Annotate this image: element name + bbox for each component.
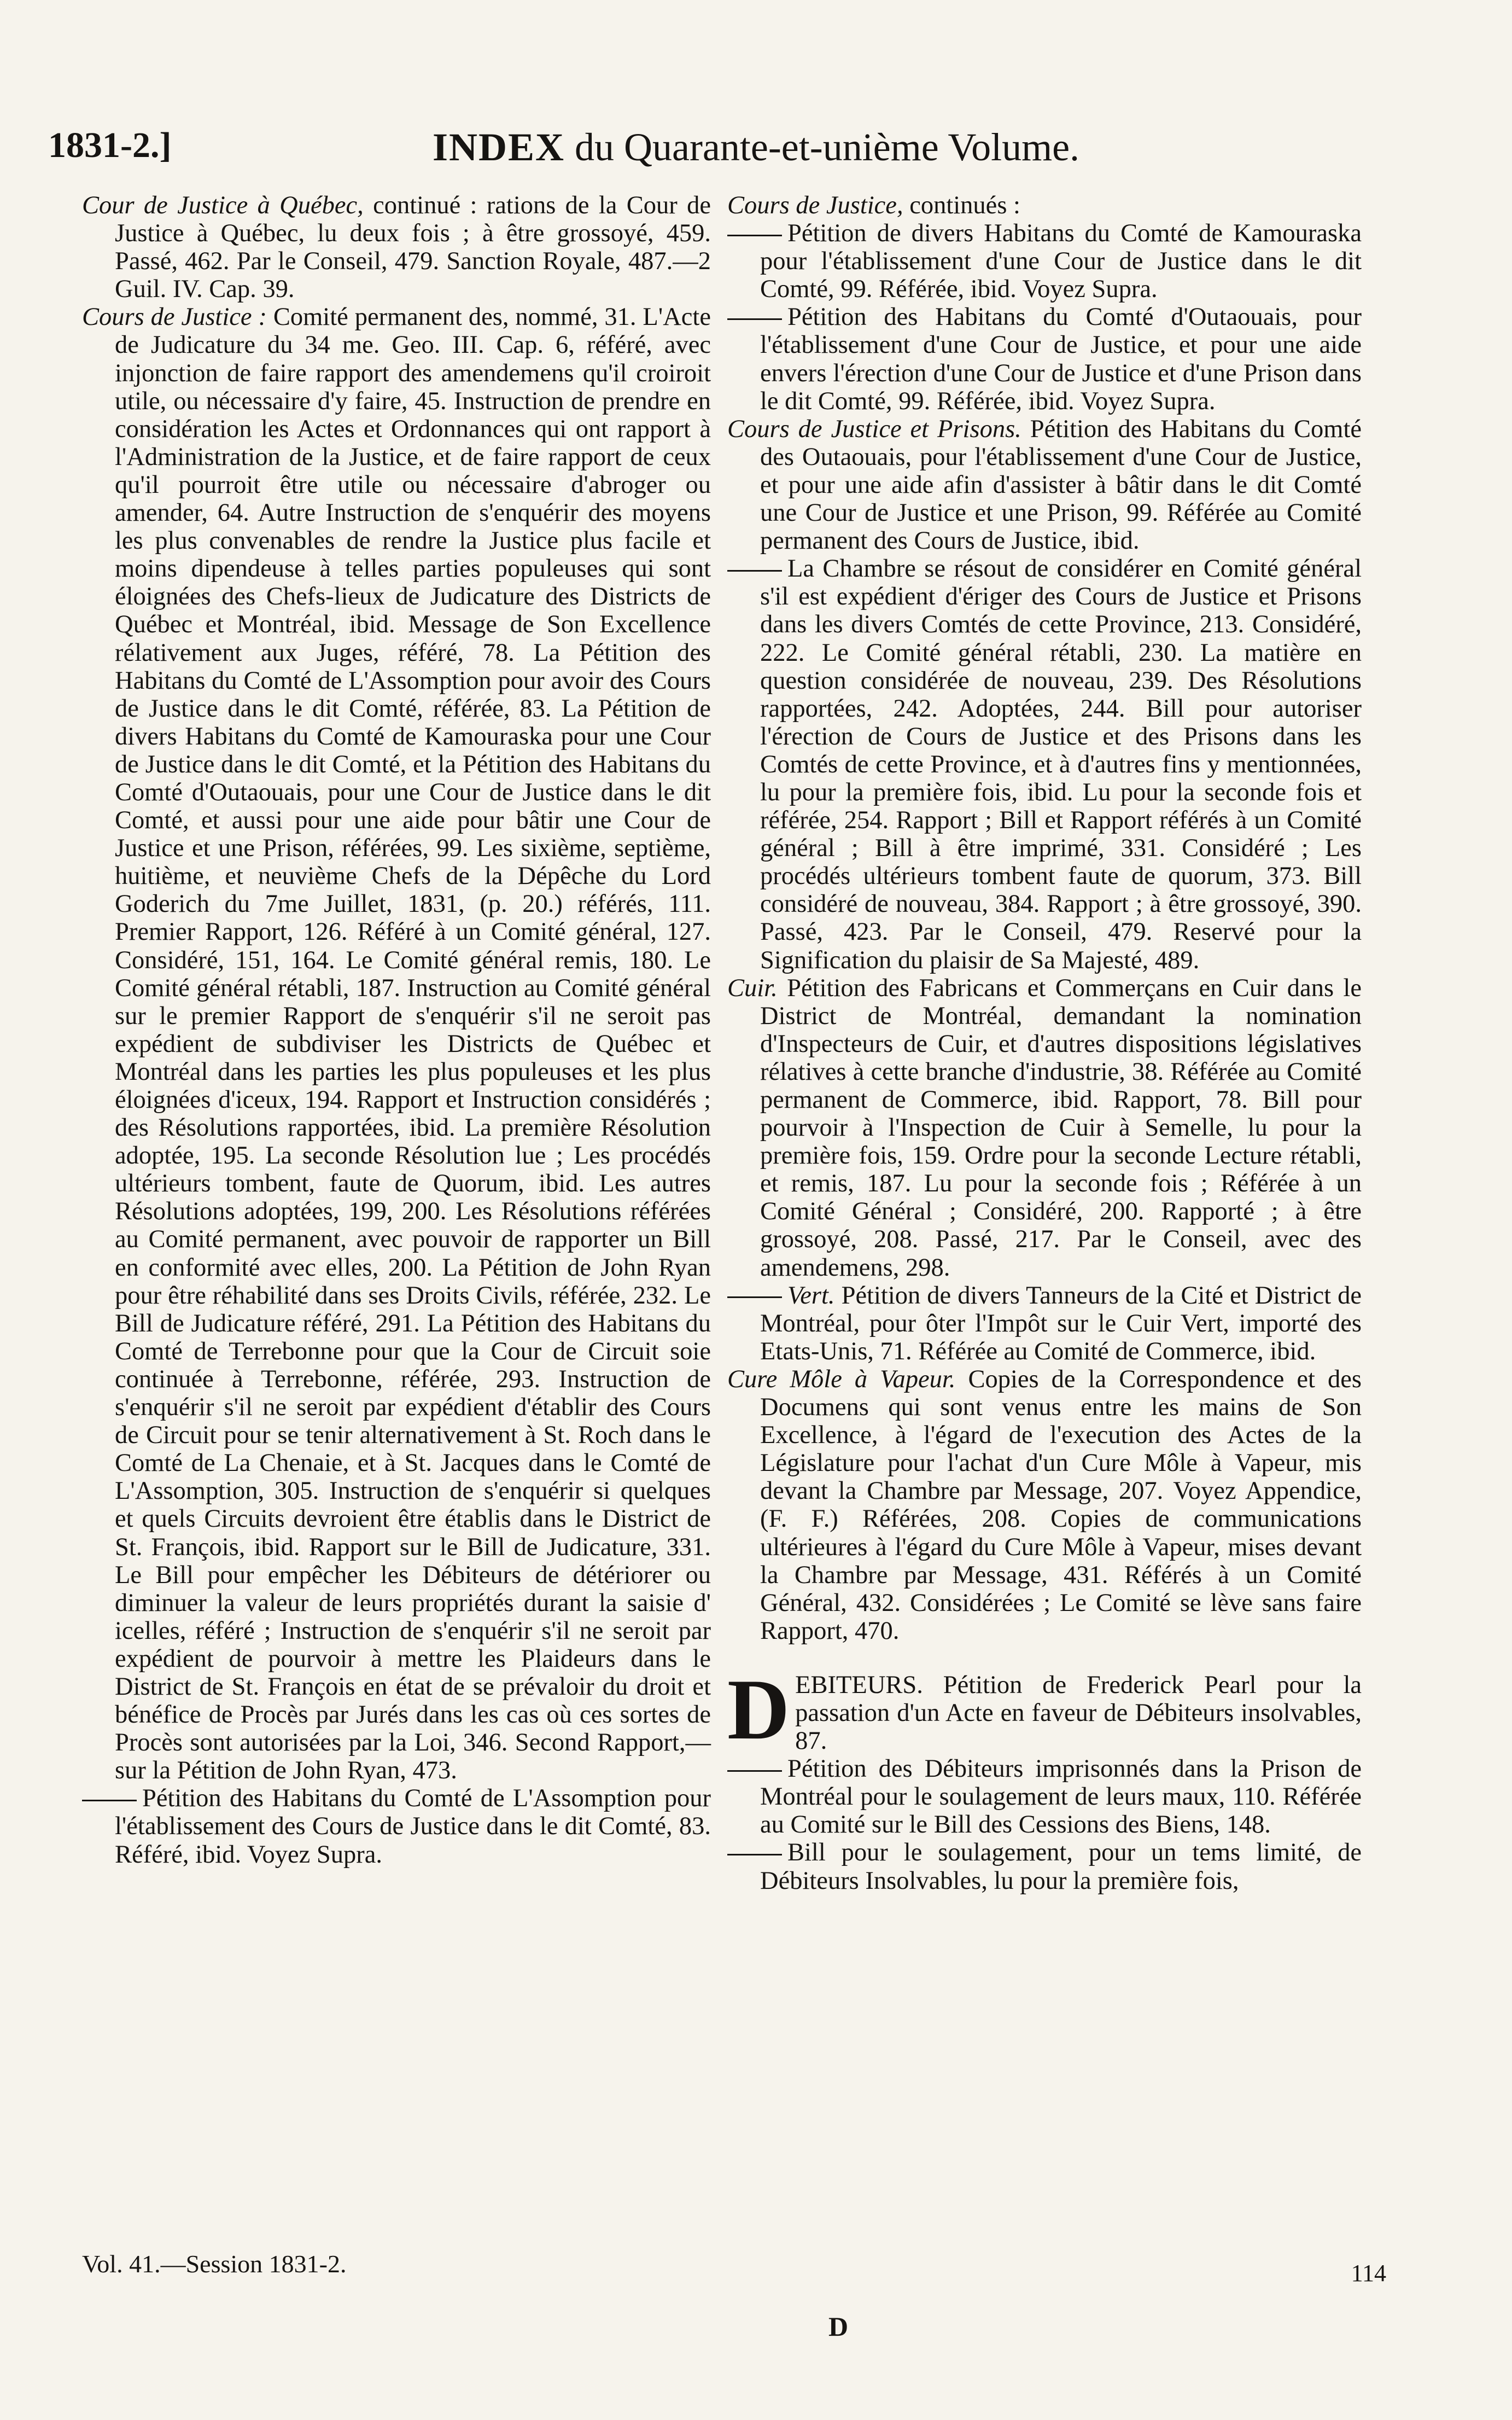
entry-text: Pétition des Habitans du Comté des Outaouais, pour l'établissement d'une Cour de Justice, et pour une aide afin d'assister à bâtir dans le dit Comté une Cour de Justice et une Prison, 99. Référée au Comité permanent des Cours de Justice, ibid.	[760, 415, 1362, 555]
entry-text: continués :	[909, 191, 1020, 219]
entry-text: Comité permanent des, nommé, 31. L'Acte de Judicature du 34 me. Geo. III. Cap. 6, référé, avec injonction de faire rapport des amendemens qu'il croiroit utile, ou nécessaire d'y faire, 45. Instruction de prendre en considération les Actes et Ordonnances qui ont rapport à l'Administration de la Justice, et de faire rapport de ceux qu'il pourroit être utile ou nécessaire d'abroger ou amender, 64. Autre Instruction de s'enquérir des moyens les plus convenables de rendre la Justice plus facile et moins dipendeuse à telles parties populeuses qui sont éloignées des Chefs-lieux de Judicature des Districts de Québec et Montréal, ibid. Message de Son Excellence rélativement aux Juges, référé, 78. La Pétition des Habitans du Comté de L'Assomption pour avoir des Cours de Justice dans le dit Comté, référée, 83. La Pétition de divers Habitans du Comté de Kamouraska pour une Cour de Justice dans le dit Comté, et la Pétition des Habitans du Comté d'Outaouais, pour une Cour de Justice dans le dit Comté, et aussi pour une aide pour bâtir une Cour de Justice et une Prison, référées, 99. Les sixième, septième, huitième, et neuvième Chefs de la Dépêche du Lord Goderich du 7me Juillet, 1831, (p. 20.) référés, 111. Premier Rapport, 126. Référé à un Comité général, 127. Considéré, 151, 164. Le Comité général remis, 180. Le Comité général rétabli, 187. Instruction au Comité général sur le premier Rapport de s'enquérir s'il ne seroit pas expédient de subdiviser les Districts de Québec et Montréal dans les parties les plus populeuses et les plus éloignées d'iceux, 194. Rapport et Instruction considérés ; des Résolutions rapportées, ibid. La première Résolution adoptée, 195. La seconde Résolution lue ; Les procédés ultérieurs tombent, faute de Quorum, ibid. Les autres Résolutions adoptées, 199, 200. Les Résolutions référées au Comité permanent, avec pouvoir de rapporter un Bill en conformité avec elles, 200. La Pétition de John Ryan pour être réhabilité dans ses Droits Civils, référée, 232. Le Bill de Judicature référé, 291. La Pétition des Habitans du Comté de Terrebonne pour que la Cour de Circuit soie continuée à Terrebonne, référée, 293. Instruction de s'enquérir s'il ne seroit par expédient d'établir des Cours de Circuit pour se tenir alternativement à St. Roch dans le Comté de La Chenaie, et à St. Jacques dans le Comté de L'Assomption, 305. Instruction de s'enquérir si quelques et quels Circuits devroient être établis dans le District de St. François, ibid. Rapport sur le Bill de Judicature, 331. Le Bill pour empêcher les Débiteurs de détériorer ou diminuer la valeur de leurs propriétés durant la saisie d' icelles, référé ; Instruction de s'enquérir s'il ne seroit par expédient de pourvoir à mettre les Plaideurs dans le District de St. François en état de se prévaloir du droit et bénéfice de Procès par Jurés dans les cas où ces sortes de Procès sont autorisées par la Loi, 346. Second Rapport,—sur la Pétition de John Ryan, 473.	[115, 303, 711, 1785]
volume-session: Vol. 41.—Session 1831-2.	[82, 2250, 347, 2278]
page-range: 1831-2.]	[48, 125, 172, 165]
ditto-dash	[727, 1770, 782, 1772]
entry-text: Copies de la Correspondence et des Documens qui sont venus entre les mains de Son Excellence, à l'égard de l'execution des Actes de la Législature pour l'achat d'un Cure Môle à Vapeur, mis devant la Chambre par Message, 207. Voyez Appendice, (F. F.) Référées, 208. Copies de communications ultérieures à l'égard du Cure Môle à Vapeur, mises devant la Chambre par Message, 431. Référés à un Comité Général, 432. Considérées ; Le Comité se lève sans faire Rapport, 470.	[760, 1365, 1362, 1645]
entry-heading: Cour de Justice à Québec,	[82, 191, 373, 219]
ditto-dash	[82, 1800, 137, 1801]
index-entry	[727, 303, 1362, 415]
entry-heading: Cuir.	[727, 974, 787, 1002]
entry-text: continué : rations de la Cour de Justice à Québec, lu deux fois ; à être grossoyé, 459. Passé, 462. Par le Conseil, 479. Sanction Royale, 487.—2 Guil. IV. Cap. 39.	[115, 191, 711, 304]
entry-text: Pétition de divers Tanneurs de la Cité et District de Montréal, pour ôter l'Impôt sur le Cuir Vert, importé des Etats-Unis, 71. Référée au Comité de Commerce, ibid.	[760, 1281, 1362, 1365]
index-entry	[82, 1784, 711, 1868]
page-number: 114	[1351, 2260, 1386, 2287]
ditto-dash	[727, 1296, 782, 1298]
page-title-rest: du Quarante-et-unième Volume.	[574, 125, 1080, 169]
entry-text: Pétition des Débiteurs imprisonnés dans la Prison de Montréal pour le soulagement de leurs maux, 110. Référée au Comité sur le Bill des Cessions des Biens, 148.	[760, 1755, 1362, 1839]
page-title-index: INDEX	[432, 125, 565, 169]
right-column	[727, 191, 1362, 1895]
index-entry	[727, 1282, 1362, 1365]
entry-text: Pétition des Habitans du Comté d'Outaouais, pour l'établissement d'une Cour de Justice, et pour une aide envers l'érection d'une Cour de Justice et d'une Prison dans le dit Comté, 99. Référée, ibid. Voyez Supra.	[760, 303, 1362, 415]
index-entry	[727, 191, 1362, 219]
entry-text: Pétition de Frederick Pearl pour la passation d'un Acte en faveur de Débiteurs insolvables, 87.	[795, 1671, 1362, 1755]
ditto-dash	[727, 235, 782, 236]
ditto-dash	[727, 318, 782, 320]
index-entry	[82, 303, 711, 1784]
entry-text: Pétition des Habitans du Comté de L'Assomption pour l'établissement des Cours de Justice dans le dit Comté, 83. Référé, ibid. Voyez Supra.	[115, 1784, 711, 1869]
drop-cap: D	[727, 1661, 790, 1758]
index-entry	[727, 1839, 1362, 1894]
left-column	[82, 191, 711, 1869]
index-entry	[82, 191, 711, 303]
entry-heading: Vert.	[787, 1281, 842, 1310]
entry-heading: Cours de Justice :	[82, 303, 273, 331]
entry-text: La Chambre se résout de considérer en Comité général s'il est expédient d'ériger des Cours de Justice et Prisons dans les divers Comtés de cette Province, 213. Considéré, 222. Le Comité général rétabli, 230. La matière en question considérée de nouveau, 239. Des Résolutions rapportées, 242. Adoptées, 244. Bill pour autoriser l'érection de Cours de Justice et des Prisons dans les Comtés de cette Province, et à d'autres fins y mentionnées, lu pour la première fois, ibid. Lu pour la seconde fois et référée, 254. Rapport ; Bill et Rapport référés à un Comité général ; Bill à être imprimé, 331. Considéré ; Les procédés ultérieurs tombent faute de quorum, 373. Bill considéré de nouveau, 384. Rapport ; à être grossoyé, 390. Passé, 423. Par le Conseil, 479. Reservé pour la Signification du plaisir de Sa Majesté, 489.	[760, 555, 1362, 974]
running-head	[48, 125, 1464, 174]
index-entry	[727, 555, 1362, 974]
index-entry	[727, 415, 1362, 555]
entry-heading: EBITEURS.	[795, 1671, 943, 1699]
entry-text: Pétition de divers Habitans du Comté de Kamouraska pour l'établissement d'une Cour de Justice dans le dit Comté, 99. Référée, ibid. Voyez Supra.	[760, 219, 1362, 304]
entry-text: Pétition des Fabricans et Commerçans en Cuir dans le District de Montréal, demandant la nomination d'Inspecteurs de Cuir, et d'autres dispositions législatives rélatives à cette branche d'industrie, 38. Référée au Comité permanent de Commerce, ibid. Rapport, 78. Bill pour pourvoir à l'Inspection de Cuir à Semelle, lu pour la première fois, 159. Ordre pour la seconde Lecture rétabli, et remis, 187. Lu pour la seconde fois ; Référée à un Comité Général ; Considéré, 200. Rapporté ; à être grossoyé, 208. Passé, 217. Par le Conseil, avec des amendemens, 298.	[760, 974, 1362, 1282]
entry-heading: Cours de Justice,	[727, 191, 910, 219]
ditto-dash	[727, 1854, 782, 1855]
index-entry	[727, 1365, 1362, 1645]
ditto-dash	[727, 570, 782, 572]
index-entry	[727, 974, 1362, 1282]
page-title	[48, 125, 1464, 170]
entry-text: Bill pour le soulagement, pour un tems limité, de Débiteurs Insolvables, lu pour la première fois,	[760, 1839, 1362, 1895]
index-entry	[727, 1661, 1362, 1758]
entry-heading: Cure Môle à Vapeur.	[727, 1365, 968, 1393]
entry-heading: Cours de Justice et Prisons.	[727, 415, 1030, 443]
index-entry	[727, 219, 1362, 303]
index-entry	[727, 1755, 1362, 1839]
signature-mark: D	[828, 2311, 849, 2342]
